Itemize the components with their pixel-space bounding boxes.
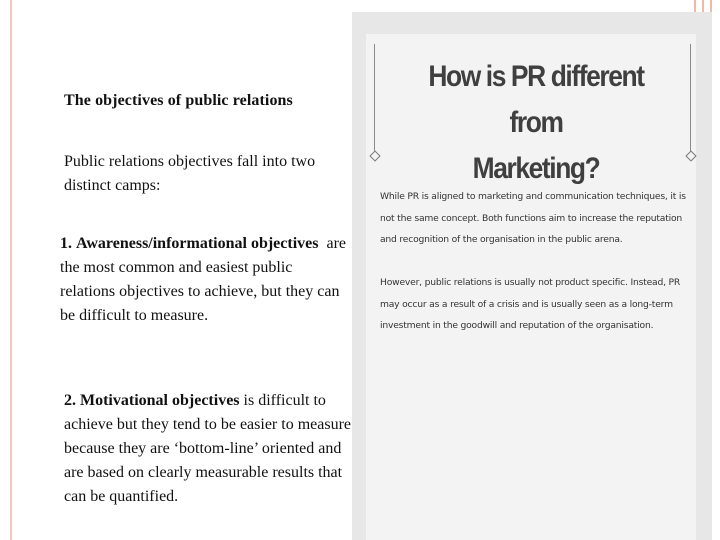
- slide-border: [10, 0, 12, 540]
- item-term: Motivational objectives: [80, 392, 240, 409]
- diamond-ornament-left: [369, 150, 380, 161]
- slide-title: The objectives of public relations: [64, 92, 293, 109]
- item-text: is difficult to achieve but they tend to be easier to measure because they are ‘bottom-line’ oriented and are based on clearly measurable results that can be quantified.: [64, 392, 351, 505]
- frame-line-right: [690, 44, 691, 154]
- panel-paragraph-2: However, public relations is usually not product specific. Instead, PR may occur as a result of a crisis and is usually seen as a long-term investment in the goodwill and reputation of the organisation.: [380, 277, 681, 331]
- objective-motivational: [64, 389, 354, 509]
- item-number: 2.: [64, 392, 76, 409]
- heading-line-1: How is PR different from: [428, 60, 644, 139]
- panel-paragraph-1: While PR is aligned to marketing and communication techniques, it is not the same concept. Both functions aim to increase the reputation and recognition of the organisation in the public arena.: [380, 191, 686, 245]
- pr-vs-marketing-image: [352, 12, 712, 540]
- objective-awareness: [60, 232, 350, 328]
- panel-heading: [404, 54, 668, 192]
- item-term: Awareness/informational objectives: [76, 235, 319, 252]
- image-card: [366, 34, 696, 540]
- frame-line-left: [374, 44, 375, 154]
- heading-line-2: Marketing?: [472, 152, 600, 185]
- intro-paragraph: Public relations objectives fall into two distinct camps:: [64, 153, 316, 194]
- item-number: 1.: [60, 235, 72, 252]
- item-text: are the most common and easiest public relations objectives to achieve, but they can be difficult to measure.: [60, 235, 347, 324]
- diamond-ornament-right: [685, 150, 696, 161]
